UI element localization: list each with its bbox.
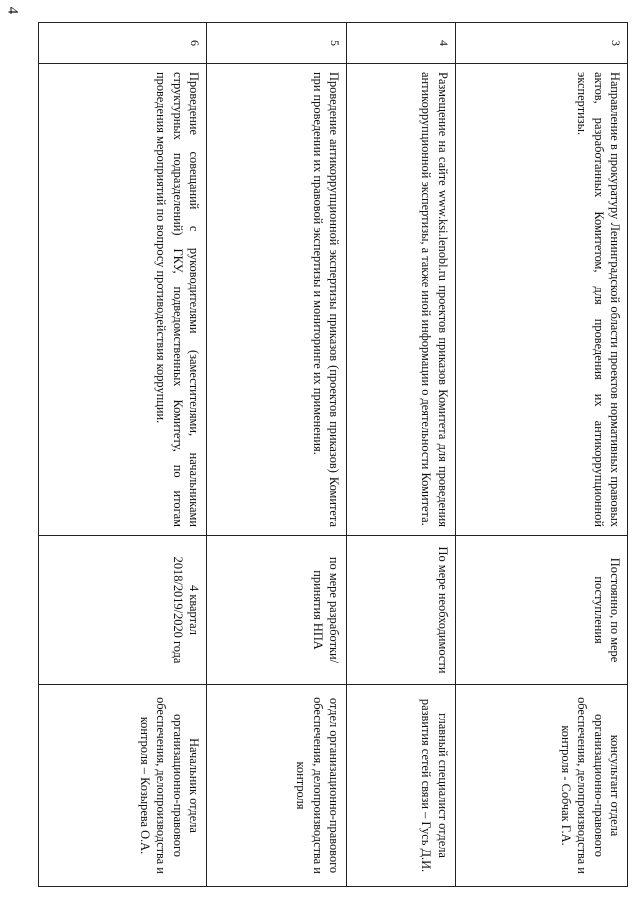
responsible-cell: отдел организационно-правового обеспечения, делопроизводства и контроля (207, 685, 347, 887)
action-cell: Проведение антикоррупционной экспертизы приказов (проектов приказов) Комитета при проведении их правовой экспертизы и мониторинге их применения. (207, 64, 347, 536)
row-number: 3 (455, 23, 627, 64)
table-row (455, 23, 627, 887)
responsible-cell: консультант отдела организационно-правового обеспечения, делопроизводства и контроля - Собчак Г.А. (455, 685, 627, 887)
responsible-cell: главный специалист отдела развития сетей связи – Гусь Д.И. (346, 685, 455, 887)
row-number: 5 (207, 23, 347, 64)
table-row (346, 23, 455, 887)
action-cell: Размещение на сайте www.ksi.lenobl.ru проектов приказов Комитета для проведения антикоррупционной экспертизы, а также иной информации о деятельности Комитета. (346, 64, 455, 536)
term-cell: по мере разработки/принятия НПА (207, 536, 347, 685)
action-cell: Направление в прокуратуру Ленинградской области проектов нормативных правовых актов, разработанных Комитетом, для проведения их антикоррупционной экспертизы. (455, 64, 627, 536)
page-number: 4 (4, 6, 21, 15)
anticorruption-plan-table (38, 22, 628, 887)
term-cell: 4 квартал 2018/2019/2020 года (39, 536, 207, 685)
table-row (207, 23, 347, 887)
action-cell: Проведение совещаний с руководителями (заместителями, начальниками структурных подразделений) ГКУ, подведомственных Комитету, по итогам проведения мероприятий по вопросу противодействия коррупции. (39, 64, 207, 536)
table-row (39, 23, 207, 887)
term-cell: Постоянно, по мере поступления (455, 536, 627, 685)
row-number: 4 (346, 23, 455, 64)
responsible-cell: Начальник отдела организационно-правового обеспечения, делопроизводства и контроля – Козырева О.А. (39, 685, 207, 887)
rotated-page-content (38, 22, 628, 887)
term-cell: По мере необходимости (346, 536, 455, 685)
row-number: 6 (39, 23, 207, 64)
